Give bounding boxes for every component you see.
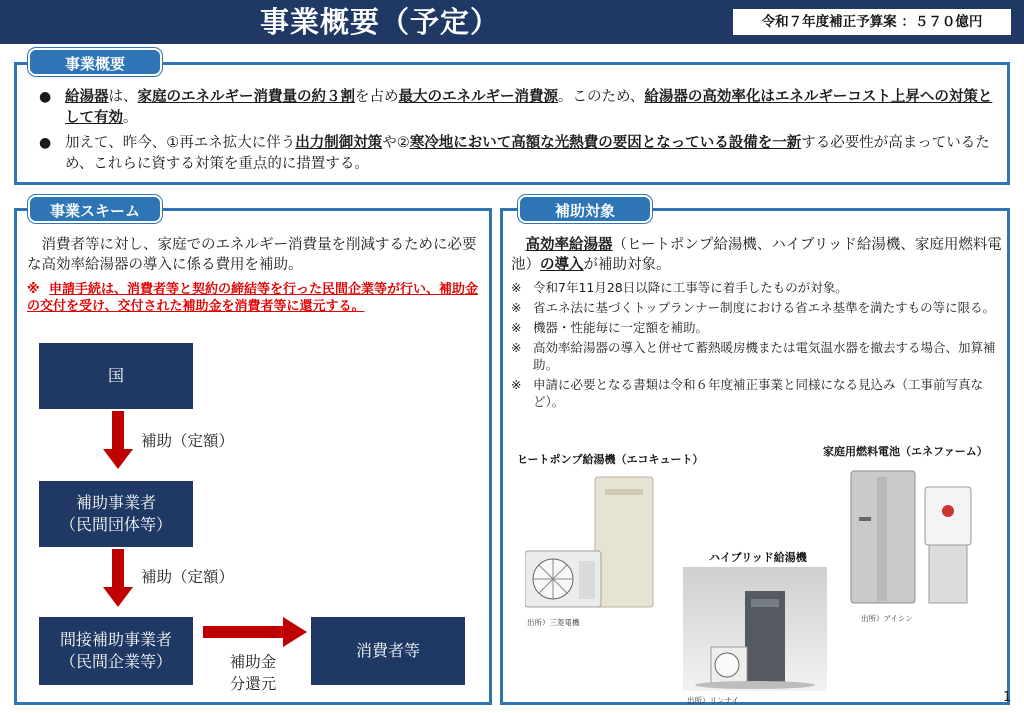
note-mark: ※	[511, 280, 522, 295]
text-span: 加えて、昨今、①再エネ拡大に伴う	[65, 135, 296, 151]
scheme-tab: 事業スキーム	[28, 195, 162, 223]
flow-subsidy-label-1: 補助（定額）	[141, 432, 235, 450]
scheme-panel	[14, 208, 492, 705]
list-item	[511, 279, 1005, 296]
text-span: の導入	[540, 257, 584, 273]
list-item	[511, 319, 1005, 336]
scheme-note	[27, 281, 483, 315]
target-description	[511, 235, 1005, 275]
down-arrow-icon	[103, 549, 133, 607]
text-span: （ヒートポンプ給湯機、ハイブリッド給湯機、家庭用燃料電池）	[511, 237, 1002, 273]
flow-country-label: 国	[107, 366, 124, 385]
text-span: 家庭のエネルギー消費量の約３割	[137, 89, 355, 105]
target-panel	[500, 208, 1010, 705]
page-title: 事業概要（予定）	[259, 5, 500, 39]
text-span: 出力制御対策	[295, 135, 383, 151]
right-arrow-icon	[203, 617, 307, 647]
note-text: 申請手続は、消費者等と契約の締結等を行った民間企業等が行い、補助金の交付を受け、交付された補助金を消費者等に還元する。	[27, 282, 479, 314]
heatpump-source: 出所）三菱電機	[527, 618, 580, 627]
text-span: 。	[123, 110, 138, 126]
overview-tab: 事業概要	[28, 48, 162, 76]
text-span: 。このため、	[558, 89, 645, 105]
text-span: 最大のエネルギー消費源	[398, 89, 558, 105]
note-text: 令和7年11月28日以降に工事等に着手したものが対象。	[533, 280, 848, 295]
flow-indirect-line-1: 間接補助事業者	[59, 630, 172, 649]
flow-indirect-box	[39, 617, 193, 685]
heatpump-image	[525, 473, 665, 613]
note-mark: ※	[27, 282, 40, 297]
flow-subsidy-label-2: 補助（定額）	[141, 568, 235, 586]
budget-badge: 令和７年度補正予算案 ：５７０億円	[732, 8, 1012, 36]
fuelcell-label: 家庭用燃料電池（エネファーム）	[823, 445, 988, 458]
list-item	[511, 299, 1005, 316]
hybrid-source: 出所）リンナイ	[687, 696, 739, 705]
hybrid-image	[683, 567, 827, 691]
overview-list	[39, 87, 999, 179]
note-text: 申請に必要となる書類は令和６年度補正事業と同様になる見込み（工事前写真など）。	[533, 377, 984, 409]
flow-consumer-box	[311, 617, 465, 685]
text-span: 給湯器の高効率化はエネルギーコスト上昇への対策として有効	[65, 89, 993, 126]
flow-return-label	[221, 651, 285, 695]
bullet-icon: ●	[39, 135, 52, 151]
list-item	[511, 339, 1005, 373]
down-arrow-icon	[103, 411, 133, 469]
note-text: 高効率給湯器の導入と併せて蓄熱暖房機または電気温水器を撤去する場合、加算補助。	[533, 340, 996, 372]
flow-return-line-1: 補助金	[229, 653, 277, 671]
note-text: 省エネ法に基づくトップランナー制度における省エネ基準を満たすもの等に限る。	[533, 300, 996, 315]
flow-country-box	[39, 343, 193, 409]
text-span: する必要性が高まっているため、これらに資する対策を重点的に措置する。	[65, 135, 990, 172]
note-text: 機器・性能毎に一定額を補助。	[533, 320, 709, 335]
flow-operator-box	[39, 481, 193, 547]
bullet-icon: ●	[39, 89, 52, 105]
text-span: や②	[382, 135, 410, 151]
overview-panel	[14, 62, 1010, 185]
note-mark: ※	[511, 340, 522, 355]
list-item	[511, 376, 1005, 410]
fuelcell-image	[837, 467, 977, 607]
flow-operator-line-2: （民間団体等）	[59, 515, 172, 534]
text-span: を占め	[355, 89, 399, 105]
header-bar	[0, 0, 1024, 44]
fuelcell-source: 出所）アイシン	[861, 614, 913, 623]
heatpump-label: ヒートポンプ給湯機（エコキュート）	[517, 453, 704, 466]
flow-consumer-label: 消費者等	[355, 641, 420, 660]
text-span: が補助対象。	[583, 257, 671, 273]
hybrid-label: ハイブリッド給湯機	[709, 551, 807, 564]
scheme-description: 消費者等に対し、家庭でのエネルギー消費量を削減するために必要な高効率給湯器の導入に係る費用を補助。	[27, 237, 477, 273]
text-span: は、	[108, 89, 138, 105]
flow-operator-line-1: 補助事業者	[75, 493, 156, 512]
text-span: 寒冷地において高額な光熱費の要因となっている設備を一新	[409, 135, 802, 151]
overview-bullet-1	[39, 87, 999, 129]
note-mark: ※	[511, 300, 522, 315]
text-span: 高効率給湯器	[525, 237, 613, 253]
note-mark: ※	[511, 320, 522, 335]
flow-indirect-line-2: （民間企業等）	[59, 652, 172, 671]
overview-bullet-2	[39, 133, 999, 175]
page-number: 1	[1003, 690, 1012, 705]
flow-return-line-2: 分還元	[229, 675, 277, 693]
note-mark: ※	[511, 377, 522, 392]
target-tab: 補助対象	[518, 195, 652, 223]
text-span: 給湯器	[65, 89, 109, 105]
target-notes-list	[511, 279, 1005, 413]
